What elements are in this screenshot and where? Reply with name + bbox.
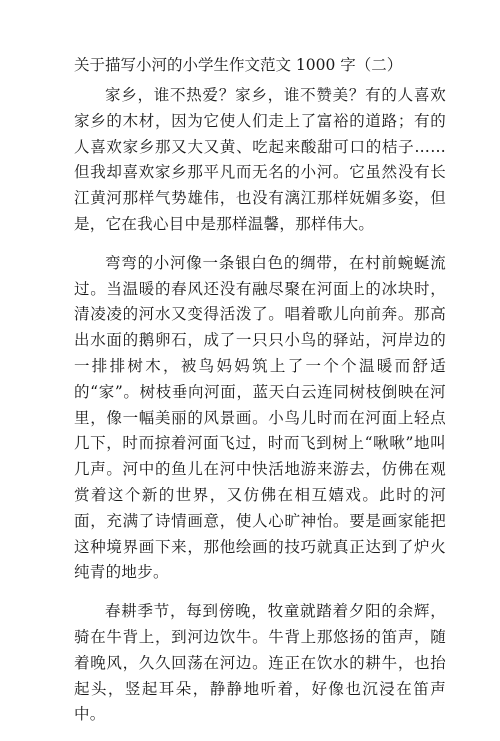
paragraph-2: 弯弯的小河像一条银白色的绸带，在村前蜿蜒流过。当温暖的春风还没有融尽聚在河面上的冰块时，清凌凌的河水又变得活泼了。唱着歌儿向前奔。那高出水面的鹅卵石，成了一只只小鸟的驿站，河岸边的一排排树木，被鸟妈妈筑上了一个个温暖而舒适的“家”。树枝垂向河面，蓝天白云连同树枝倒映在河里，像一幅美丽的风景画。小鸟儿时而在河面上轻点几下，时而掠着河面飞过，时而飞到树上“啾啾”地叫几声。河中的鱼儿在河中快活地游来游去，仿佛在观赏着这个新的世界，又仿佛在相互嬉戏。此时的河面，充满了诗情画意，使人心旷神怡。要是画家能把这种境界画下来，那他绘画的技巧就真正达到了炉火纯青的地步。 [74, 253, 446, 582]
document-page [74, 52, 446, 741]
paragraph-3: 春耕季节，每到傍晚，牧童就踏着夕阳的余辉，骑在牛背上，到河边饮牛。牛背上那悠扬的笛声，随着晚风，久久回荡在河边。连正在饮水的耕牛，也抬起头，竖起耳朵，静静地听着，好像也沉浸在笛声中。 [74, 602, 446, 724]
document-title: 关于描写小河的小学生作文范文 1000 字（二） [74, 56, 403, 74]
paragraph-1: 家乡，谁不热爱？家乡，谁不赞美？有的人喜欢家乡的木材，因为它使人们走上了富裕的道路；有的人喜欢家乡那又大又黄、吃起来酸甜可口的桔子……但我却喜欢家乡那平凡而无名的小河。它虽然没有长江黄河那样气势雄伟，也没有漓江那样妩媚多姿，但是，它在我心目中是那样温馨，那样伟大。 [74, 86, 446, 233]
